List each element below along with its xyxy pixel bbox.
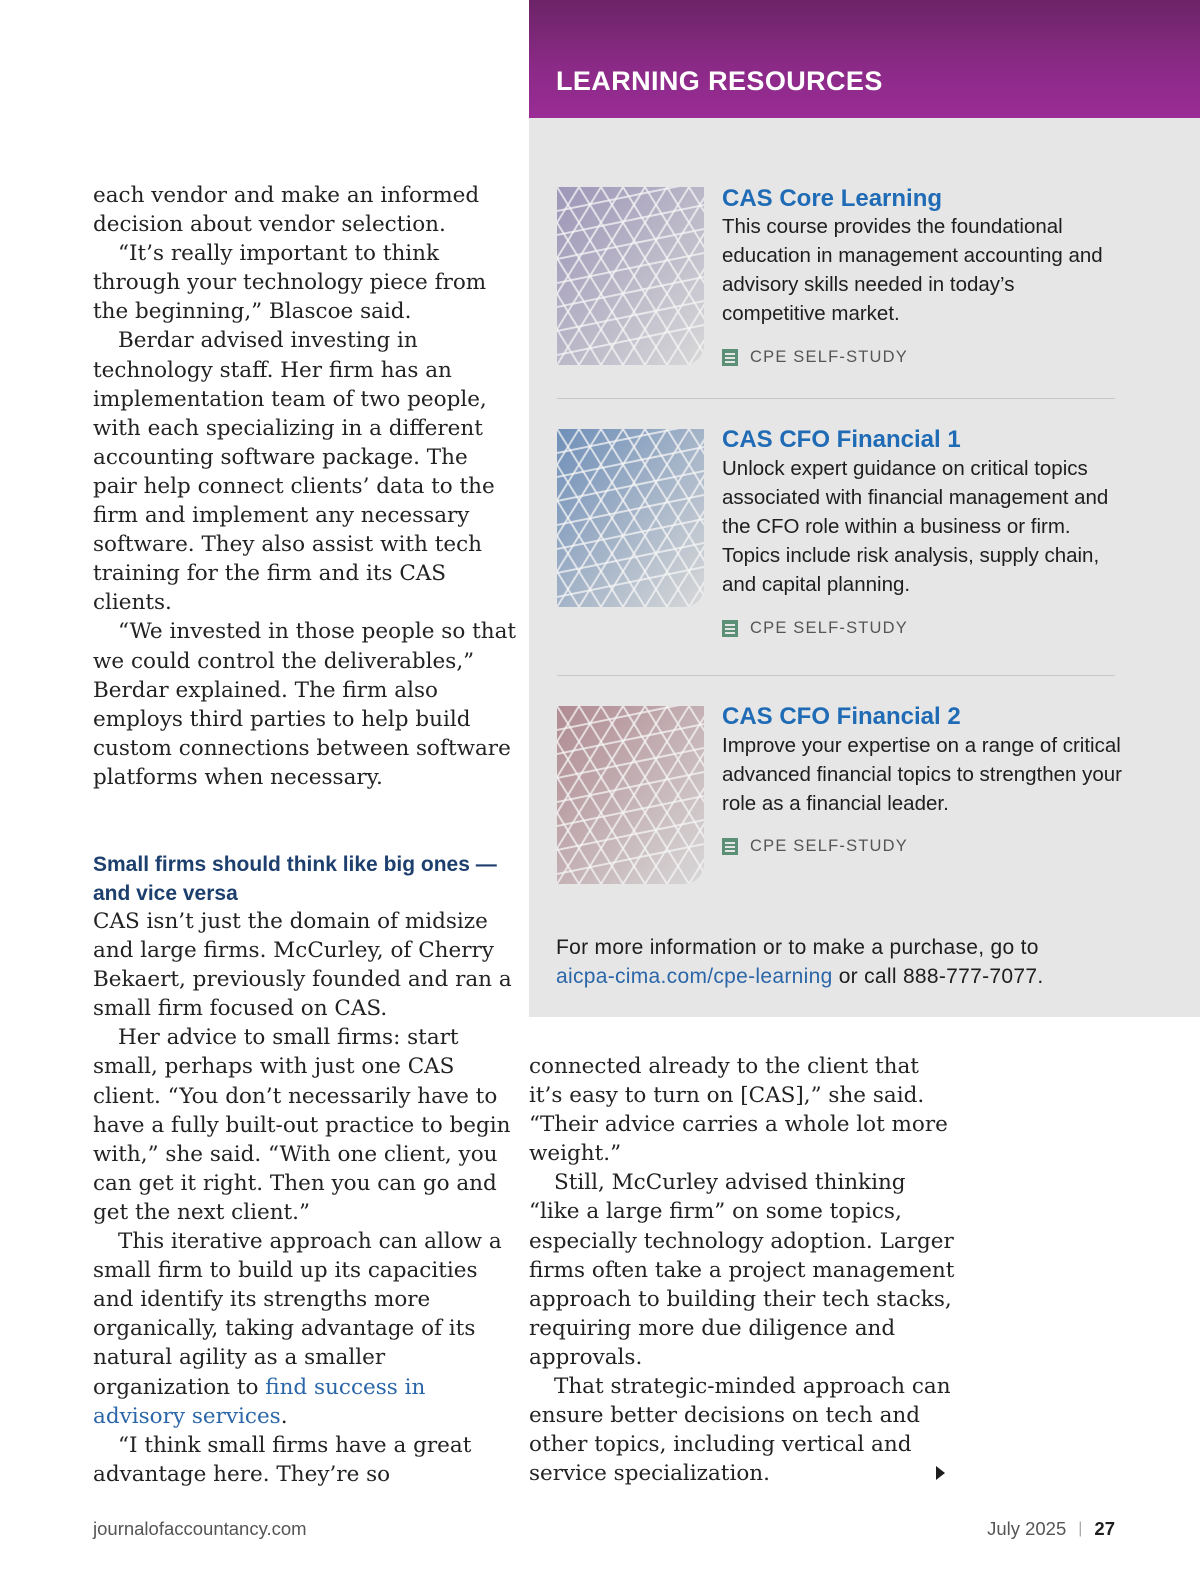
info-phone-text: or call 888-777-7077. bbox=[832, 965, 1044, 988]
course-tag-label: CPE SELF-STUDY bbox=[750, 348, 908, 366]
document-icon bbox=[722, 838, 738, 855]
cpe-learning-link[interactable]: aicpa-cima.com/cpe-learning bbox=[556, 965, 833, 988]
subheading-text: Small firms should think like big ones — and vice versa bbox=[93, 853, 497, 905]
course-description: This course provides the foundational education in management accounting and advisory skills needed in today’s competitive market. bbox=[722, 215, 1103, 325]
article-paragraph: Still, McCurley advised thinking “like a large firm” on some topics, especially technology adoption. Larger firms often take a project management approach to building their tech stacks, requiring more due diligence and approvals. bbox=[529, 1170, 955, 1370]
article-paragraph: CAS isn’t just the domain of midsize and large firms. McCurley, of Cherry Bekaert, previously founded and ran a small firm focused on CAS. bbox=[93, 909, 512, 1022]
document-icon bbox=[722, 349, 738, 366]
course-thumbnail bbox=[557, 706, 704, 884]
course-description: Unlock expert guidance on critical topics associated with financial management and the CFO role within a business or firm. Topics include risk analysis, supply chain, and capital planning. bbox=[722, 457, 1109, 596]
article-paragraph: connected already to the client that it’s easy to turn on [CAS],” she said. “Their advice carries a whole lot more weight.” bbox=[529, 1054, 948, 1167]
section-subheading bbox=[93, 850, 513, 908]
sidebar-header bbox=[529, 0, 1200, 118]
paragraph-text: This iterative approach can allow a small firm to build up its capacities and identify its strengths more organically, taking advantage of its natural agility as a smaller organization to bbox=[93, 1229, 502, 1400]
page-number: 27 bbox=[1094, 1518, 1115, 1539]
article-paragraph: Berdar advised investing in technology staff. Her firm has an implementation team of two people, with each specializing in a different accounting software package. The pair help connect clients’ data to the firm and implement any necessary software. They also assist with tech training for the firm and its CAS clients. bbox=[93, 328, 495, 616]
article-column-right-bottom bbox=[529, 1052, 959, 1488]
learning-resources-box bbox=[529, 118, 1200, 1017]
course-title-link[interactable]: CAS CFO Financial 1 bbox=[722, 426, 961, 453]
sidebar-info bbox=[556, 933, 1176, 991]
article-paragraph bbox=[93, 1227, 518, 1431]
course-divider bbox=[557, 675, 1115, 676]
course-title-link[interactable]: CAS CFO Financial 2 bbox=[722, 703, 961, 730]
footer-separator: | bbox=[1078, 1520, 1083, 1537]
sidebar-title: LEARNING RESOURCES bbox=[556, 66, 883, 96]
course-divider bbox=[557, 398, 1115, 399]
article-paragraph: each vendor and make an informed decision about vendor selection. bbox=[93, 183, 480, 238]
article-paragraph: “I think small firms have a great advantage here. They’re so bbox=[93, 1432, 472, 1487]
document-icon bbox=[722, 620, 738, 637]
course-tag bbox=[722, 619, 908, 638]
thumbnail-background bbox=[557, 187, 704, 365]
advisory-success-link[interactable]: find success in advisory services bbox=[93, 1374, 426, 1429]
course-thumbnail bbox=[557, 187, 704, 365]
info-line bbox=[556, 962, 1176, 991]
article-paragraph: “It’s really important to think through your technology piece from the beginning,” Blascoe said. bbox=[93, 241, 487, 325]
paragraph-text: . bbox=[280, 1403, 288, 1429]
course-thumbnail bbox=[557, 429, 704, 607]
course-tag-label: CPE SELF-STUDY bbox=[750, 837, 908, 855]
course-title-link[interactable]: CAS Core Learning bbox=[722, 185, 943, 212]
course-description: Improve your expertise on a range of critical advanced financial topics to strengthen your role as a financial leader. bbox=[722, 734, 1123, 815]
article-column-left-bottom bbox=[93, 907, 518, 1489]
footer-date: July 2025 bbox=[987, 1518, 1067, 1539]
article-paragraph: That strategic-minded approach can ensure better decisions on tech and other topics, including vertical and service specialization. bbox=[529, 1374, 951, 1487]
footer-site: journalofaccountancy.com bbox=[93, 1518, 307, 1539]
article-paragraph: Her advice to small firms: start small, perhaps with just one CAS client. “You don’t necessarily have to have a fully built-out practice to begin with,” she said. “With one client, you can get it right. Then you can go and get the next client.” bbox=[93, 1025, 511, 1225]
continue-arrow-icon bbox=[936, 1466, 945, 1480]
article-paragraph: “We invested in those people so that we could control the deliverables,” Berdar explained. The firm also employs third parties to help build custom connections between software platforms when necessary. bbox=[93, 619, 517, 790]
footer-page-info bbox=[987, 1518, 1115, 1540]
article-column-left-top bbox=[93, 181, 518, 792]
course-tag bbox=[722, 348, 908, 367]
info-text: For more information or to make a purchase, go to bbox=[556, 936, 1039, 959]
thumbnail-background bbox=[557, 429, 704, 607]
course-tag-label: CPE SELF-STUDY bbox=[750, 619, 908, 637]
course-tag bbox=[722, 837, 908, 856]
thumbnail-background bbox=[557, 706, 704, 884]
